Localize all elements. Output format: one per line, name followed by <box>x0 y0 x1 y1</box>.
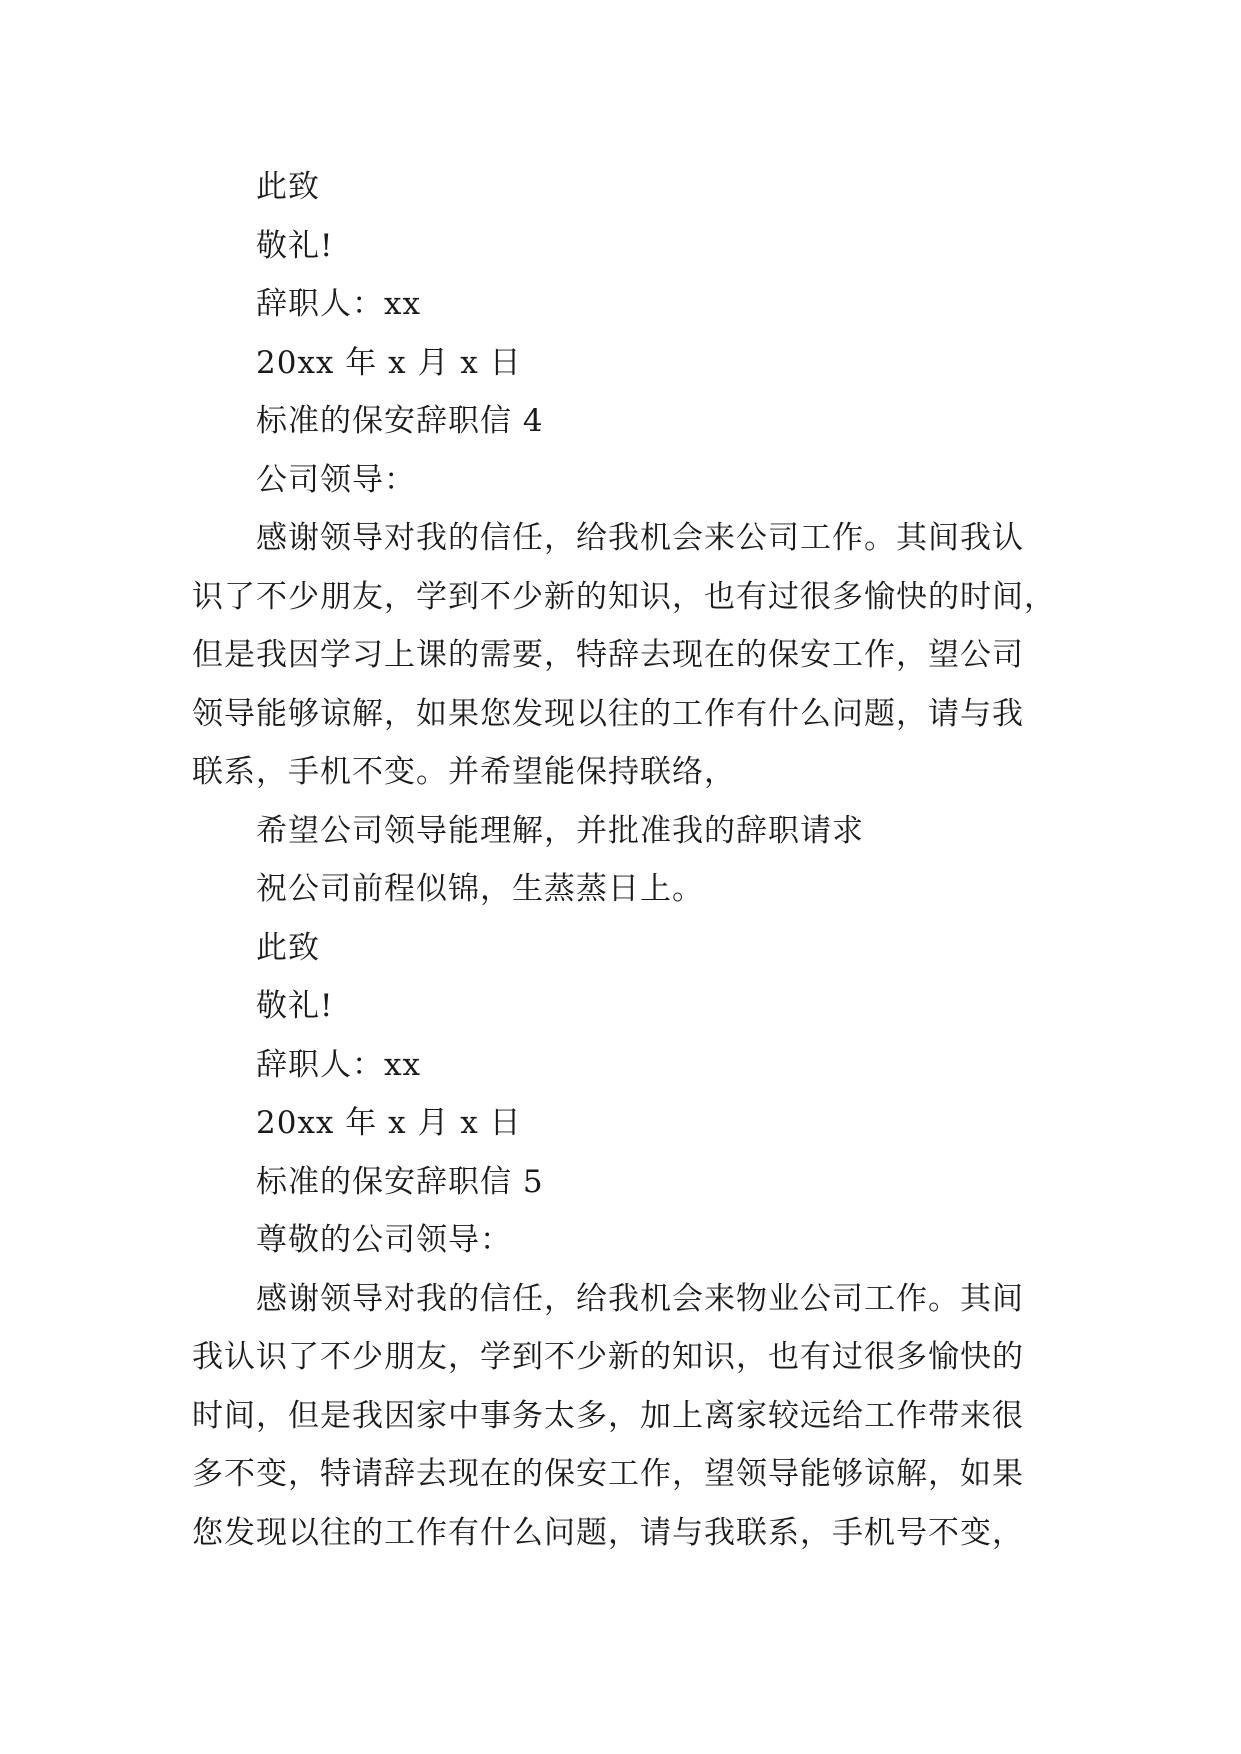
body-line: 时间，但是我因家中事务太多，加上离家较远给工作带来很 <box>192 1397 1024 1434</box>
body-line: 感谢领导对我的信任，给我机会来物业公司工作。其间 <box>256 1280 1024 1317</box>
body-line: 感谢领导对我的信任，给我机会来公司工作。其间我认 <box>256 520 1024 556</box>
body-line: 但是我因学习上课的需要，特辞去现在的保安工作，望公司 <box>192 637 1024 673</box>
body-line: 我认识了不少朋友，学到不少新的知识，也有过很多愉快的 <box>192 1339 1024 1375</box>
salute-text: 敬礼! <box>256 988 334 1024</box>
date-line: 20xx 年 x 月 x 日 <box>256 344 522 381</box>
signer-line: 辞职人：xx <box>256 1046 421 1083</box>
body-line: 识了不少朋友，学到不少新的知识，也有过很多愉快的时间， <box>192 578 1056 615</box>
body-line: 领导能够谅解，如果您发现以往的工作有什么问题，请与我 <box>192 695 1024 732</box>
salutation: 尊敬的公司领导： <box>256 1222 512 1258</box>
signer-line: 辞职人：xx <box>256 286 421 322</box>
date-line: 20xx 年 x 月 x 日 <box>256 1105 522 1141</box>
body-line: 多不变，特请辞去现在的保安工作，望领导能够谅解，如果 <box>192 1456 1024 1492</box>
closing-text: 此致 <box>256 169 320 205</box>
salutation: 公司领导： <box>256 461 416 498</box>
wish-line: 祝公司前程似锦，生蒸蒸日上。 <box>256 871 704 907</box>
request-line: 希望公司领导能理解，并批准我的辞职请求 <box>256 812 864 849</box>
body-line: 联系，手机不变。并希望能保持联络， <box>192 754 736 790</box>
closing-text: 此致 <box>256 929 320 966</box>
salute-text: 敬礼! <box>256 227 334 264</box>
document-page <box>192 158 1062 1562</box>
body-line: 您发现以往的工作有什么问题，请与我联系，手机号不变， <box>192 1514 1024 1551</box>
letter-title: 标准的保安辞职信 5 <box>256 1163 544 1200</box>
letter-title: 标准的保安辞职信 4 <box>256 403 544 439</box>
